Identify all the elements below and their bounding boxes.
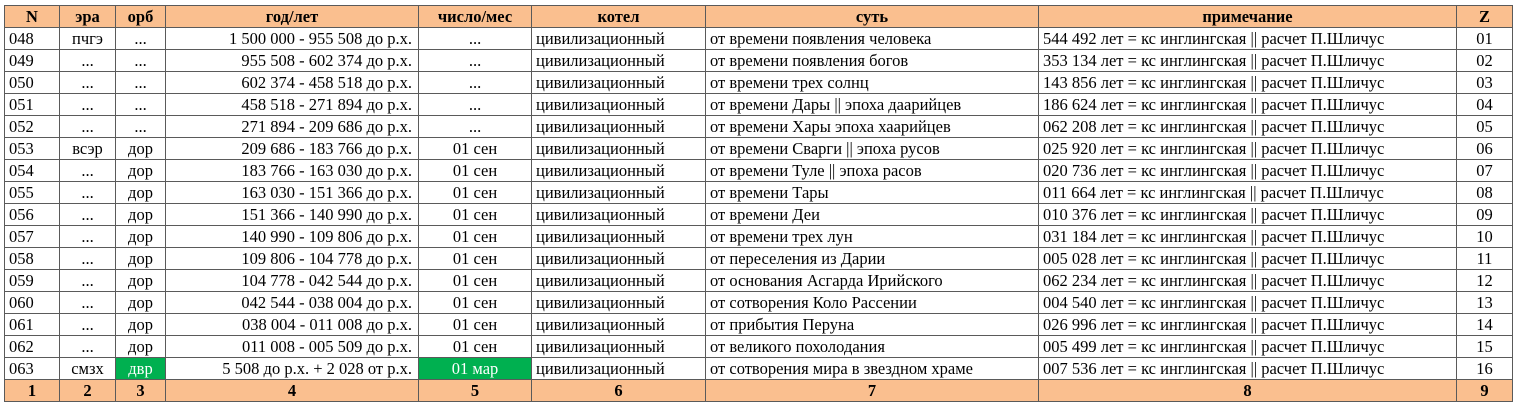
cell-note: 062 234 лет = кс инглингская || расчет П.Шличус: [1039, 270, 1457, 292]
cell-kotel: цивилизационный: [532, 160, 706, 182]
cell-years: 038 004 - 011 008 до р.х.: [166, 314, 419, 336]
cell-years: 104 778 - 042 544 до р.х.: [166, 270, 419, 292]
cell-z: 06: [1457, 138, 1513, 160]
cell-date: ...: [419, 28, 532, 50]
cell-kotel: цивилизационный: [532, 204, 706, 226]
table-row: [5, 182, 1513, 204]
cell-orb: дор: [116, 160, 166, 182]
cell-orb: дор: [116, 292, 166, 314]
cell-years: 209 686 - 183 766 до р.х.: [166, 138, 419, 160]
cell-era: смзх: [60, 358, 116, 380]
cell-note: 010 376 лет = кс инглингская || расчет П.Шличус: [1039, 204, 1457, 226]
cell-kotel: цивилизационный: [532, 116, 706, 138]
cell-sut: от времени появления человека: [706, 28, 1039, 50]
cell-sut: от переселения из Дарии: [706, 248, 1039, 270]
cell-z: 02: [1457, 50, 1513, 72]
cell-kotel: цивилизационный: [532, 138, 706, 160]
cell-orb: ...: [116, 50, 166, 72]
cell-n: 051: [5, 94, 60, 116]
table-row: [5, 50, 1513, 72]
table-row: [5, 314, 1513, 336]
cell-era: пчгэ: [60, 28, 116, 50]
cell-kotel: цивилизационный: [532, 28, 706, 50]
header-row: [5, 6, 1513, 28]
cell-note: 031 184 лет = кс инглингская || расчет П.Шличус: [1039, 226, 1457, 248]
cell-years: 011 008 - 005 509 до р.х.: [166, 336, 419, 358]
table-row: [5, 204, 1513, 226]
cell-orb: дор: [116, 336, 166, 358]
cell-note: 062 208 лет = кс инглингская || расчет П.Шличус: [1039, 116, 1457, 138]
cell-note: 025 920 лет = кс инглингская || расчет П.Шличус: [1039, 138, 1457, 160]
cell-orb: ...: [116, 28, 166, 50]
cell-sut: от времени Сварги || эпоха русов: [706, 138, 1039, 160]
cell-orb: дор: [116, 314, 166, 336]
cell-orb: дор: [116, 182, 166, 204]
cell-era: ...: [60, 50, 116, 72]
cell-date: 01 сен: [419, 270, 532, 292]
cell-era: ...: [60, 94, 116, 116]
cell-date: 01 сен: [419, 248, 532, 270]
cell-date: ...: [419, 116, 532, 138]
cell-sut: от сотворения мира в звездном храме: [706, 358, 1039, 380]
cell-years: 1 500 000 - 955 508 до р.х.: [166, 28, 419, 50]
cell-note: 026 996 лет = кс инглингская || расчет П.Шличус: [1039, 314, 1457, 336]
cell-orb: дор: [116, 138, 166, 160]
cell-years: 109 806 - 104 778 до р.х.: [166, 248, 419, 270]
cell-kotel: цивилизационный: [532, 358, 706, 380]
header-era: эра: [60, 6, 116, 28]
table-row: [5, 358, 1513, 380]
cell-sut: от времени Туле || эпоха расов: [706, 160, 1039, 182]
header-orb: орб: [116, 6, 166, 28]
cell-sut: от времени трех солнц: [706, 72, 1039, 94]
cell-n: 062: [5, 336, 60, 358]
cell-note: 143 856 лет = кс инглингская || расчет П.Шличус: [1039, 72, 1457, 94]
cell-era: ...: [60, 72, 116, 94]
cell-era: ...: [60, 204, 116, 226]
cell-years: 042 544 - 038 004 до р.х.: [166, 292, 419, 314]
cell-date: 01 сен: [419, 336, 532, 358]
cell-kotel: цивилизационный: [532, 50, 706, 72]
cell-date: 01 сен: [419, 160, 532, 182]
cell-kotel: цивилизационный: [532, 248, 706, 270]
cell-n: 050: [5, 72, 60, 94]
table-row: [5, 72, 1513, 94]
cell-orb: дор: [116, 226, 166, 248]
cell-note: 005 028 лет = кс инглингская || расчет П.Шличус: [1039, 248, 1457, 270]
cell-z: 10: [1457, 226, 1513, 248]
cell-note: 007 536 лет = кс инглингская || расчет П.Шличус: [1039, 358, 1457, 380]
cell-note: 353 134 лет = кс инглингская || расчет П.Шличус: [1039, 50, 1457, 72]
cell-era: ...: [60, 116, 116, 138]
cell-date: 01 сен: [419, 292, 532, 314]
chronology-table: [4, 5, 1513, 402]
table-row: [5, 160, 1513, 182]
cell-note: 011 664 лет = кс инглингская || расчет П.Шличус: [1039, 182, 1457, 204]
table-row: [5, 270, 1513, 292]
header-years: год/лет: [166, 6, 419, 28]
cell-note: 005 499 лет = кс инглингская || расчет П.Шличус: [1039, 336, 1457, 358]
footer-cell: 6: [532, 380, 706, 402]
cell-era: ...: [60, 292, 116, 314]
cell-n: 060: [5, 292, 60, 314]
header-sut: суть: [706, 6, 1039, 28]
cell-date: 01 мар: [419, 358, 532, 380]
cell-z: 15: [1457, 336, 1513, 358]
cell-orb: дор: [116, 248, 166, 270]
cell-era: ...: [60, 336, 116, 358]
table-row: [5, 336, 1513, 358]
cell-sut: от основания Асгарда Ирийского: [706, 270, 1039, 292]
cell-z: 04: [1457, 94, 1513, 116]
cell-z: 05: [1457, 116, 1513, 138]
footer-cell: 3: [116, 380, 166, 402]
cell-era: ...: [60, 226, 116, 248]
cell-z: 13: [1457, 292, 1513, 314]
cell-n: 057: [5, 226, 60, 248]
cell-orb: дор: [116, 270, 166, 292]
cell-n: 048: [5, 28, 60, 50]
cell-date: 01 сен: [419, 138, 532, 160]
cell-kotel: цивилизационный: [532, 314, 706, 336]
footer-cell: 4: [166, 380, 419, 402]
cell-z: 01: [1457, 28, 1513, 50]
cell-orb: двр: [116, 358, 166, 380]
cell-years: 140 990 - 109 806 до р.х.: [166, 226, 419, 248]
cell-z: 12: [1457, 270, 1513, 292]
cell-sut: от времени трех лун: [706, 226, 1039, 248]
table-row: [5, 28, 1513, 50]
cell-z: 07: [1457, 160, 1513, 182]
cell-years: 955 508 - 602 374 до р.х.: [166, 50, 419, 72]
cell-years: 151 366 - 140 990 до р.х.: [166, 204, 419, 226]
cell-date: ...: [419, 50, 532, 72]
table-row: [5, 292, 1513, 314]
cell-era: ...: [60, 182, 116, 204]
cell-orb: ...: [116, 116, 166, 138]
cell-date: ...: [419, 72, 532, 94]
cell-orb: ...: [116, 94, 166, 116]
cell-n: 055: [5, 182, 60, 204]
cell-n: 058: [5, 248, 60, 270]
cell-era: ...: [60, 314, 116, 336]
cell-n: 056: [5, 204, 60, 226]
cell-n: 059: [5, 270, 60, 292]
header-note: примечание: [1039, 6, 1457, 28]
cell-kotel: цивилизационный: [532, 182, 706, 204]
header-date: число/мес: [419, 6, 532, 28]
footer-cell: 2: [60, 380, 116, 402]
cell-z: 16: [1457, 358, 1513, 380]
cell-era: ...: [60, 160, 116, 182]
cell-sut: от времени Дары || эпоха даарийцев: [706, 94, 1039, 116]
cell-kotel: цивилизационный: [532, 270, 706, 292]
footer-cell: 9: [1457, 380, 1513, 402]
cell-note: 544 492 лет = кс инглингская || расчет П.Шличус: [1039, 28, 1457, 50]
cell-years: 163 030 - 151 366 до р.х.: [166, 182, 419, 204]
cell-sut: от времени Хары эпоха хаарийцев: [706, 116, 1039, 138]
cell-n: 049: [5, 50, 60, 72]
cell-date: 01 сен: [419, 314, 532, 336]
table-row: [5, 226, 1513, 248]
table-row: [5, 248, 1513, 270]
cell-sut: от времени Тары: [706, 182, 1039, 204]
footer-cell: 5: [419, 380, 532, 402]
header-kotel: котел: [532, 6, 706, 28]
footer-cell: 7: [706, 380, 1039, 402]
cell-n: 054: [5, 160, 60, 182]
cell-kotel: цивилизационный: [532, 226, 706, 248]
cell-date: ...: [419, 94, 532, 116]
cell-era: всэр: [60, 138, 116, 160]
cell-orb: ...: [116, 72, 166, 94]
cell-date: 01 сен: [419, 182, 532, 204]
cell-sut: от времени Деи: [706, 204, 1039, 226]
cell-z: 08: [1457, 182, 1513, 204]
cell-date: 01 сен: [419, 204, 532, 226]
cell-orb: дор: [116, 204, 166, 226]
cell-years: 271 894 - 209 686 до р.х.: [166, 116, 419, 138]
cell-n: 053: [5, 138, 60, 160]
cell-n: 061: [5, 314, 60, 336]
cell-z: 09: [1457, 204, 1513, 226]
table-row: [5, 116, 1513, 138]
cell-era: ...: [60, 270, 116, 292]
cell-sut: от времени появления богов: [706, 50, 1039, 72]
cell-n: 063: [5, 358, 60, 380]
cell-years: 183 766 - 163 030 до р.х.: [166, 160, 419, 182]
cell-z: 03: [1457, 72, 1513, 94]
footer-cell: 1: [5, 380, 60, 402]
cell-sut: от сотворения Коло Рассении: [706, 292, 1039, 314]
cell-note: 186 624 лет = кс инглингская || расчет П.Шличус: [1039, 94, 1457, 116]
cell-note: 004 540 лет = кс инглингская || расчет П.Шличус: [1039, 292, 1457, 314]
cell-kotel: цивилизационный: [532, 94, 706, 116]
table-body: [5, 28, 1513, 380]
table-row: [5, 138, 1513, 160]
cell-sut: от великого похолодания: [706, 336, 1039, 358]
cell-note: 020 736 лет = кс инглингская || расчет П.Шличус: [1039, 160, 1457, 182]
cell-sut: от прибытия Перуна: [706, 314, 1039, 336]
cell-kotel: цивилизационный: [532, 72, 706, 94]
cell-kotel: цивилизационный: [532, 336, 706, 358]
cell-years: 5 508 до р.х. + 2 028 от р.х.: [166, 358, 419, 380]
cell-era: ...: [60, 248, 116, 270]
cell-years: 458 518 - 271 894 до р.х.: [166, 94, 419, 116]
cell-date: 01 сен: [419, 226, 532, 248]
cell-kotel: цивилизационный: [532, 292, 706, 314]
cell-z: 11: [1457, 248, 1513, 270]
header-z: Z: [1457, 6, 1513, 28]
cell-n: 052: [5, 116, 60, 138]
table-row: [5, 94, 1513, 116]
cell-years: 602 374 - 458 518 до р.х.: [166, 72, 419, 94]
footer-cell: 8: [1039, 380, 1457, 402]
footer-row: [5, 380, 1513, 402]
header-n: N: [5, 6, 60, 28]
cell-z: 14: [1457, 314, 1513, 336]
